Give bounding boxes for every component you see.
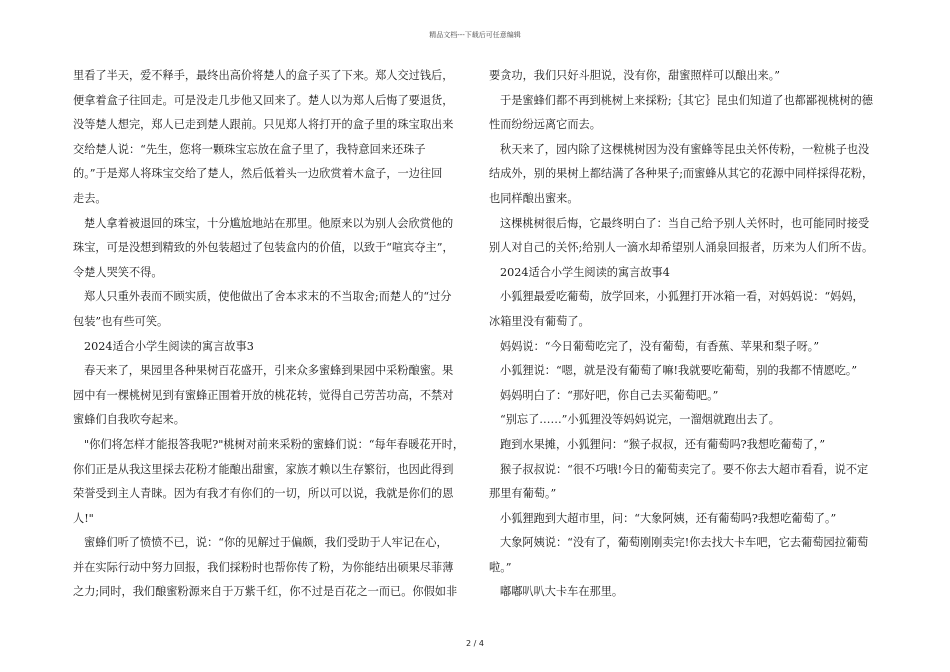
text-line: 那里有葡萄。” xyxy=(489,487,557,501)
text-line: 性而纷纷远离它而去。 xyxy=(489,118,601,132)
text-line: 楚人拿着被退回的珠宝，十分尴尬地站在那里。他原来以为别人会欣赏他的 xyxy=(84,216,454,230)
left-column xyxy=(73,64,465,605)
page-header: 精品文档---下载后可任意编辑 xyxy=(429,31,521,39)
text-line: 小狐狸跑到大超市里，问：“大象阿姨，还有葡萄吗?我想吃葡萄了。” xyxy=(500,511,837,525)
text-line: 跑到水果摊，小狐狸问：“猴子叔叔，还有葡萄吗?我想吃葡萄了，” xyxy=(500,437,826,451)
text-line: 这棵桃树很后悔，它最终明白了：当自己给予别人关怀时，也可能同时接受 xyxy=(500,216,870,230)
text-line: 秋天来了，园内除了这棵桃树因为没有蜜蜂等昆虫关怀传粉，一粒桃子也没 xyxy=(500,142,870,156)
text-line: 郑人只重外表而不顾实质，使他做出了舍本求末的不当取舍;而楚人的“过分 xyxy=(84,290,452,304)
text-line: 结成外，别的果树上都结满了各种果子;而蜜蜂从其它的花源中同样採得花粉， xyxy=(489,167,874,181)
text-line: 并在实际行动中努力回报，我们採粉时也帮你传了粉，为你能结出硕果尽菲薄 xyxy=(73,560,454,574)
text-line: 里看了半天，爱不释手，最终出高价将楚人的盒子买了下来。郑人交过钱后， xyxy=(73,69,454,82)
section-heading: 2024适合小学生阅读的寓言故事3 xyxy=(84,339,254,353)
section-heading: 2024适合小学生阅读的寓言故事4 xyxy=(500,265,670,279)
text-line: 别人对自己的关怀;给别人一滴水却希望别人涌泉回报者，历来为人们所不齿。 xyxy=(489,241,874,255)
text-line: 包装”也有些可笑。 xyxy=(73,314,169,328)
text-line: 猴子叔叔说：“很不巧哦!今日的葡萄卖完了。要不你去大超市看看，说不定 xyxy=(500,462,869,476)
text-line: 交给楚人说：“先生，您将一颗珠宝忘放在盒子里了，我特意回来还珠子 xyxy=(73,142,426,156)
text-line: 冰箱里没有葡萄了。 xyxy=(489,314,590,328)
text-line: 之力;同时，我们酿蜜粉源来自于万紫千红，你不过是百花之一而已。你假如非 xyxy=(73,585,458,599)
text-line: 珠宝，可是没想到精致的外包装超过了包装盒内的价值，以致于“喧宾夺主”， xyxy=(73,241,454,255)
text-line: 嘟嘟叭叭大卡车在那里。 xyxy=(500,585,624,599)
text-line: 便拿着盒子往回走。可是没走几步他又回来了。楚人以为郑人后悔了要退货， xyxy=(73,93,454,107)
text-line: 园中有一棵桃树见到有蜜蜂正围着开放的桃花转，觉得自己劳苦功高，不禁对 xyxy=(73,388,454,402)
text-line: 的。”于是郑人将珠宝交给了楚人，然后低着头一边欣赏着木盒子，一边往回 xyxy=(73,167,443,181)
text-line: 妈妈说：“今日葡萄吃完了，没有葡萄，有香蕉、苹果和梨子呀。” xyxy=(500,339,820,353)
text-line: "你们将怎样才能报答我呢?"桃树对前来采粉的蜜蜂们说：“每年春暖花开时， xyxy=(84,437,465,451)
page-number: 2 / 4 xyxy=(466,639,484,648)
text-line: 人!" xyxy=(73,511,94,525)
text-line: 荣誉受到主人青睐。因为有我才有你们的一切，所以可以说，我就是你们的恩 xyxy=(73,487,454,501)
text-line: 春天来了，果园里各种果树百花盛开，引来众多蜜蜂到果园中采粉酿蜜。果 xyxy=(84,364,454,378)
text-line: 要贪功，我们只好斗胆说，没有你，甜蜜照样可以酿出来。” xyxy=(489,69,780,82)
text-line: 蜜蜂们听了愤愤不已，说：“你的见解过于偏颇，我们受助于人牢记在心， xyxy=(84,536,448,550)
text-line: 于是蜜蜂们都不再到桃树上来採粉;｛其它｝昆虫们知道了也都鄙视桃树的德 xyxy=(500,93,873,107)
text-line: 没等楚人想完，郑人已走到楚人跟前。只见郑人将打开的盒子里的珠宝取出来 xyxy=(73,118,454,132)
text-line: 小狐狸最爱吃葡萄，放学回来，小狐狸打开冰箱一看，对妈妈说：“妈妈， xyxy=(500,290,864,304)
text-line: 妈妈明白了：“那好吧，你自己去买葡萄吧。” xyxy=(500,388,719,402)
text-line: 啦。” xyxy=(489,560,512,574)
text-line: 小狐狸说：“嗯，就是没有葡萄了嘛!我就要吃葡萄，别的我都不情愿吃。” xyxy=(500,364,858,378)
text-line: 大象阿姨说：“没有了，葡萄刚刚卖完!你去找大卡车吧，它去葡萄园拉葡萄 xyxy=(500,536,869,550)
text-line: 你们正是从我这里採去花粉才能酿出甜蜜，家族才赖以生存繁衍，也因此得到 xyxy=(73,462,454,476)
text-line: 令楚人哭笑不得。 xyxy=(73,265,163,279)
text-line: “别忘了……”小狐狸没等妈妈说完，一溜烟就跑出去了。 xyxy=(500,413,780,427)
right-column xyxy=(489,64,881,605)
text-line: 也同样酿出蜜来。 xyxy=(489,191,579,205)
text-line: 走去。 xyxy=(73,191,107,205)
text-line: 蜜蜂们自我吹夸起来。 xyxy=(73,413,185,427)
